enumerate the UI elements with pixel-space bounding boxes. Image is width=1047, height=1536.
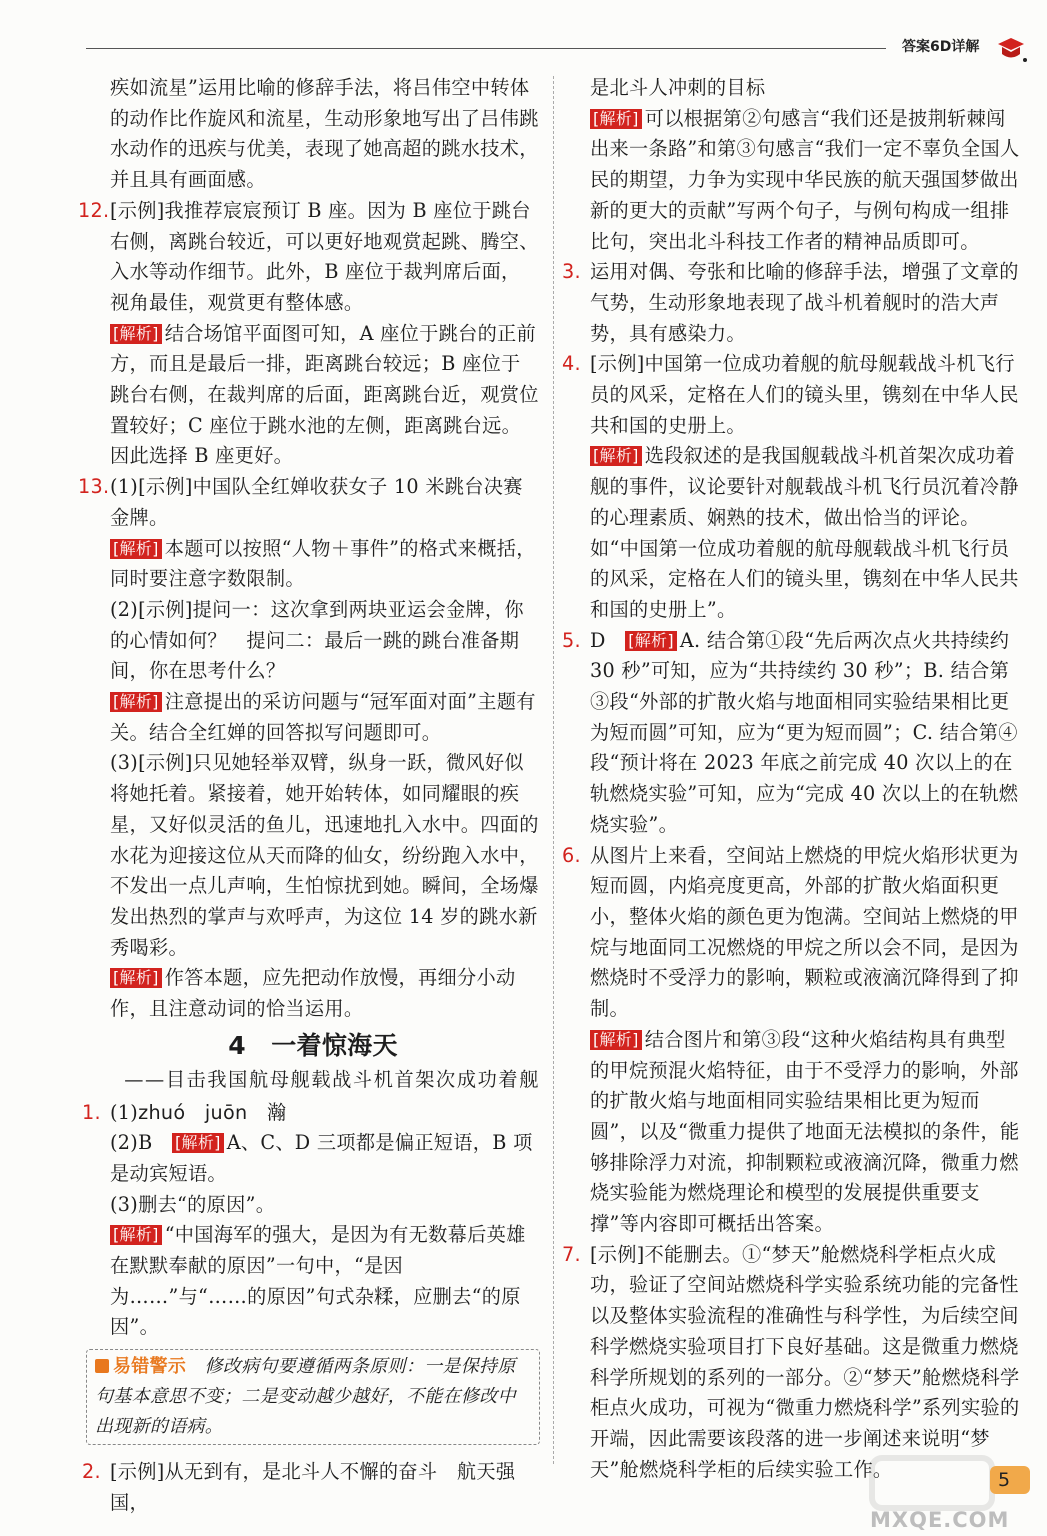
answer-suffix: 瀚	[247, 1100, 287, 1124]
analysis-block	[110, 1220, 540, 1343]
question-number: 7.	[562, 1242, 581, 1266]
question-13	[78, 472, 540, 1025]
analysis-block	[590, 1025, 1020, 1240]
answer-pinyin-line	[110, 1098, 540, 1129]
answer-text: (3)[示例]只见她轻举双臂，纵身一跃，微风好似将她托着。紧接着，她开始转体，如同耀眼的疾星，又好似灵活的鱼儿，迅速地扎入水中。四面的水花为迎接这位从天而降的仙女，纷纷跑入水中，不发出一点儿声响，生怕惊扰到她。瞬间，全场爆发出热烈的掌声与欢呼声，为这位 14 岁的跳水新秀喝彩。	[110, 751, 539, 959]
warning-icon	[95, 1359, 109, 1373]
header-label: 答案6D详解	[902, 39, 980, 55]
analysis-tag: [ 解析 ]	[590, 109, 642, 129]
answer-text: [示例]从无到有，是北斗人不懈的奋斗 航天强国，	[110, 1460, 516, 1514]
analysis-block	[590, 104, 1020, 258]
analysis-block	[590, 441, 1020, 625]
analysis-text: “中国海军的强大，是因为有无数幕后英雄在默默奉献的原因”一句中，“是因为……”与“……的原因”句式杂糅，应删去“的原因”。	[110, 1223, 526, 1339]
answer-text: (1)[示例]中国队全红婵收获女子 10 米跳台决赛金牌。	[110, 475, 523, 529]
question-number: 1.	[82, 1100, 101, 1124]
answer-text: (3)删去“的原因”。	[110, 1192, 276, 1216]
answer-prefix: (1)	[110, 1100, 139, 1124]
question-number: 2.	[82, 1460, 101, 1484]
analysis-tag: [ 解析 ]	[110, 539, 162, 559]
analysis-tag: [ 解析 ]	[110, 692, 162, 712]
question-number: 4.	[562, 352, 581, 376]
question-4	[562, 349, 1020, 625]
analysis-block	[110, 319, 540, 473]
analysis-text: A. 结合第①段“先后两次点火共持续约 30 秒”可知，应为“共持续约 30 秒”；B. 结合第③段“外部的扩散火焰与地面相同实验结果相比更为短而圆”可知，应为“更为短而圆”；C. 结合第④段“预计将在 2023 年底之前完成 40 次以上的在轨燃烧实验”可知，应为“完成 40 次以上的在轨燃烧实验”。	[590, 628, 1019, 836]
analysis-text: 结合图片和第③段“这种火焰结构具有典型的甲烷预混火焰特征，由于不受浮力的影响，外部的扩散火焰与地面相同实验结果相比更为短而圆”，以及“微重力提供了地面无法模拟的条件，能够排除浮力对流，抑制颗粒或液滴沉降，微重力燃烧实验能为燃烧理论和模型的发展提供重要支撑”等内容即可概括出答案。	[590, 1027, 1020, 1236]
analysis-text: A、C、D 三项都是偏正短语，B 项是动宾短语。	[110, 1131, 533, 1185]
answer-text: [示例]不能删去。①“梦天”舱燃烧科学柜点火成功，验证了空间站燃烧科学实验系统功能的完备性以及整体实验流程的准确性与科学性，为后续空间科学燃烧实验项目打下良好基础。这是微重力燃烧科学所规划的系列的一部分。②“梦天”舱燃烧科学柜点火成功，可视为“微重力燃烧科学”系列实验的开端，因此需要该段落的进一步阐述来说明“梦天”舱燃烧科学柜的后续实验工作。	[590, 1242, 1020, 1481]
warning-box	[86, 1349, 540, 1445]
question-number: 3.	[562, 260, 581, 284]
answer-text: (2)[示例]提问一：这次拿到两块亚运会金牌，你的心情如何？ 提问二：最后一跳的跳台准备期间，你在思考什么？	[110, 597, 524, 683]
analysis-tag: [ 解析 ]	[172, 1133, 224, 1153]
answer-text: [示例]我推荐宸宸预订 B 座。因为 B 座位于跳台右侧，离跳台较近，可以更好地观赏起跳、腾空、入水等动作细节。此外，B 座位于裁判席后面，视角最佳，观赏更有整体感。	[110, 198, 539, 314]
question-1	[82, 1098, 540, 1344]
question-number: 12.	[78, 198, 110, 222]
answer-text: 是北斗人冲刺的目标	[590, 76, 766, 99]
answer-text: [示例]中国第一位成功着舰的航母舰载战斗机飞行员的风采，定格在人们的镜头里，镌刻在中华人民共和国的史册上。	[590, 352, 1019, 437]
section-subtitle: ——目击我国航母舰载战斗机首架次成功着舰	[124, 1067, 540, 1091]
analysis-text: 选段叙述的是我国舰载战斗机首架次成功着舰的事件，议论要针对舰载战斗机飞行员沉着冷静的心理素质、娴熟的技术，做出恰当的评论。如“中国第一位成功着舰的航母舰载战斗机飞行员的风采，定格在人们的镜头里，镌刻在中华人民共和国的史册上”。	[590, 444, 1019, 621]
analysis-block	[110, 534, 540, 595]
analysis-tag: [ 解析 ]	[590, 446, 642, 466]
pinyin-answer: zhuó juōn	[138, 1100, 248, 1124]
question-number: 6.	[562, 843, 581, 867]
warning-title: 易错警示	[113, 1356, 187, 1378]
question-2	[82, 1457, 540, 1518]
answer-text: D	[590, 628, 606, 652]
answer-text: 从图片上来看，空间站上燃烧的甲烷火焰形状更为短而圆，内焰亮度更高，外部的扩散火焰面积更小，整体火焰的颜色更为饱满。空间站上燃烧的甲烷与地面同工况燃烧的甲烷之所以会不同，是因为燃烧时不受浮力的影响，颗粒或液滴沉降得到了抑制。	[590, 843, 1019, 1021]
analysis-text: 注意提出的采访问题与“冠军面对面”主题有关。结合全红婵的回答拟写问题即可。	[110, 690, 536, 744]
analysis-tag: [ 解析 ]	[110, 324, 162, 344]
column-divider	[553, 76, 554, 1464]
analysis-tag: [ 解析 ]	[590, 1030, 642, 1050]
analysis-text: 本题可以按照“人物＋事件”的格式来概括，同时要注意字数限制。	[110, 536, 536, 591]
right-column	[562, 73, 1020, 1485]
question-3	[562, 257, 1020, 349]
brand-logo-icon	[994, 34, 1028, 64]
question-2-continued	[566, 73, 1020, 257]
answer-text: 运用对偶、夸张和比喻的修辞手法，增强了文章的气势，生动形象地表现了战斗机着舰时的浩大声势，具有感染力。	[590, 260, 1019, 345]
question-number: 5.	[562, 628, 581, 652]
answer-text: (2)B	[110, 1131, 153, 1155]
section-title: 4 一着惊海天	[228, 1030, 398, 1060]
analysis-tag: [ 解析 ]	[110, 1225, 162, 1245]
question-12	[78, 196, 540, 472]
analysis-text: 结合场馆平面图可知，A 座位于跳台的正前方，而且是最后一排，距离跳台较远；B 座位于跳台右侧，在裁判席的后面，距离跳台近，观赏位置较好；C 座位于跳水池的左侧，距离跳台远。因此选择 B 座更好。	[110, 321, 539, 468]
analysis-tag: [ 解析 ]	[625, 631, 677, 651]
answer-line	[590, 626, 1020, 841]
question-5	[562, 626, 1020, 841]
analysis-block	[110, 687, 540, 748]
page-number: 5	[990, 1466, 1030, 1494]
analysis-block	[110, 963, 540, 1024]
question-6	[562, 841, 1020, 1240]
answer-line	[110, 1128, 540, 1189]
header-rule	[86, 48, 886, 49]
watermark-text: MXQE.COM	[870, 1508, 1010, 1532]
warning-text: 修改病句要遵循两条原则：一是保持原句基本意思不变；二是变动越少越好，不能在修改中出现新的语病。	[95, 1356, 516, 1438]
question-number: 13.	[78, 475, 110, 499]
intro-paragraph: 疾如流星”运用比喻的修辞手法，将吕伟空中转体的动作比作旋风和流星，生动形象地写出了吕伟跳水动作的迅疾与优美，表现了她高超的跳水技术，并且具有画面感。	[110, 76, 539, 192]
left-column	[78, 73, 540, 1519]
analysis-text: 可以根据第②句感言“我们还是披荆斩棘闯出来一条路”和第③句感言“我们一定不辜负全国人民的期望，力争为实现中华民族的航天强国梦做出新的更大的贡献”写两个句子，与例句构成一组排比句，突出北斗科技工作者的精神品质即可。	[590, 106, 1020, 253]
analysis-tag: [ 解析 ]	[110, 968, 162, 988]
analysis-text: 作答本题，应先把动作放慢，再细分小动作，且注意动词的恰当运用。	[110, 966, 516, 1021]
